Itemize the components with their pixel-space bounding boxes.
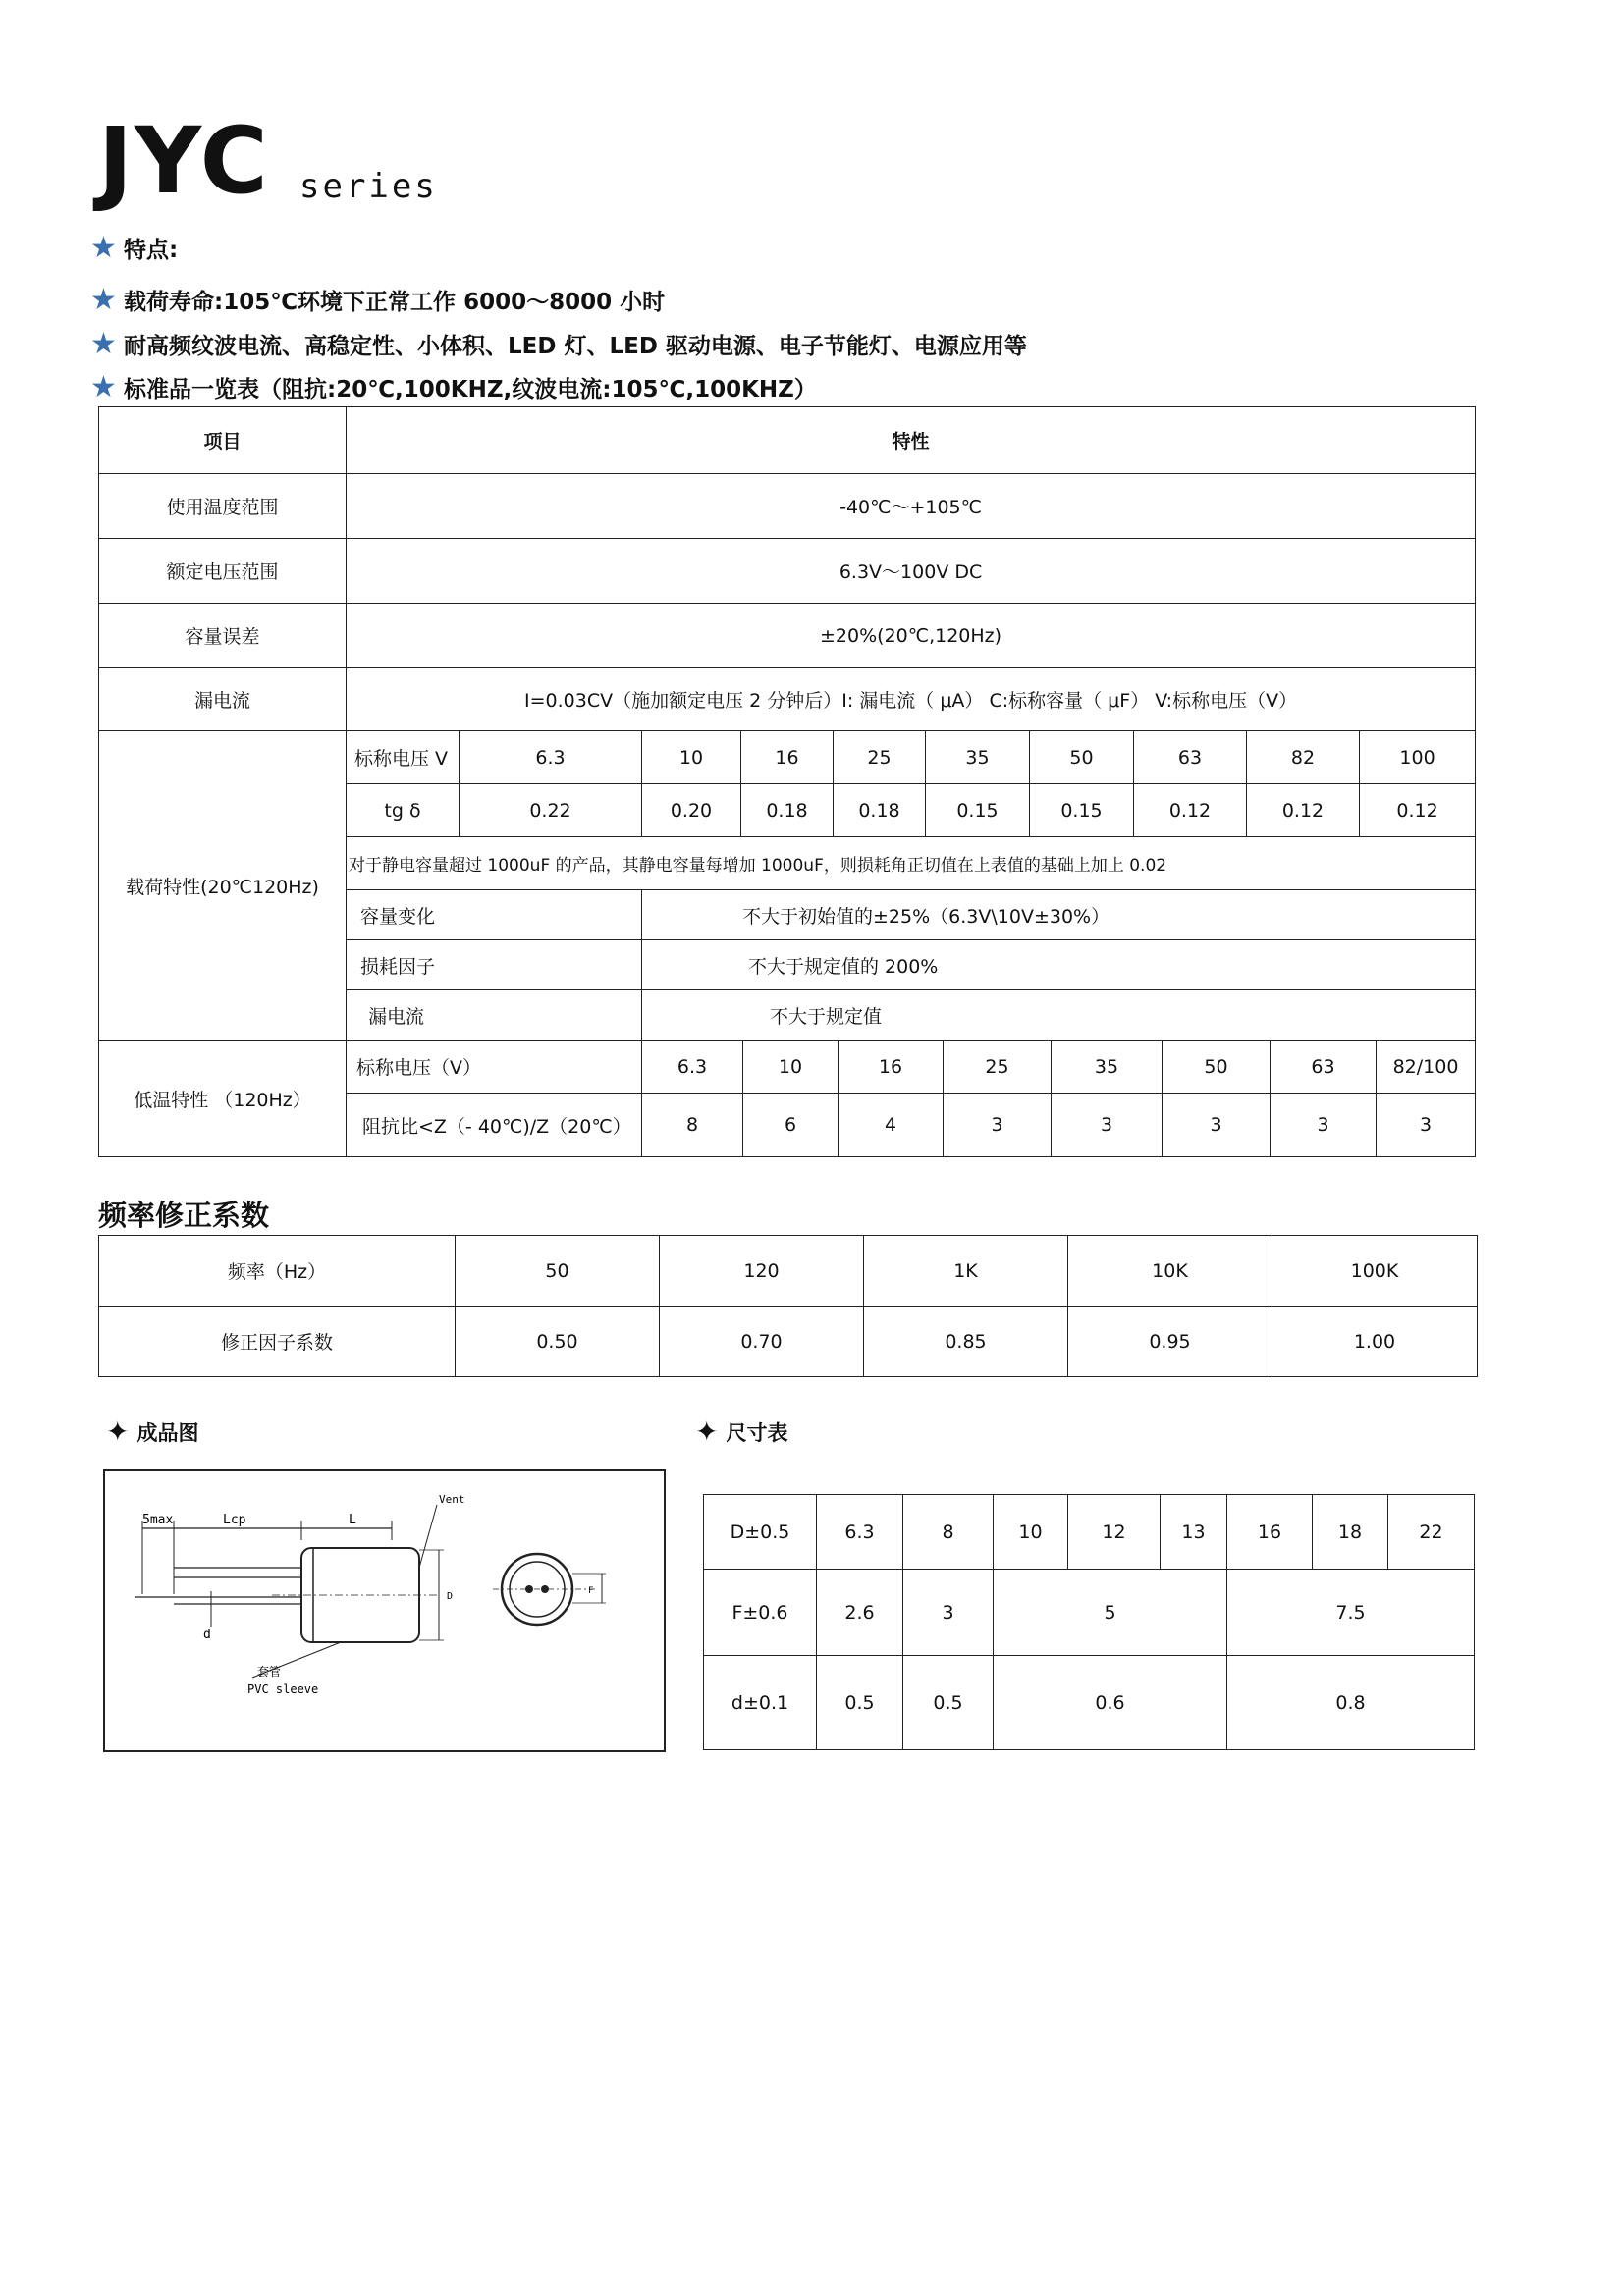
impedance-cell: 4 (839, 1094, 944, 1157)
tolerance-value: ±20%(20℃,120Hz) (347, 604, 1476, 668)
rated-voltage-cell: 10 (642, 731, 741, 784)
low-temp-table (98, 1040, 1476, 1157)
sparkle-icon: ✦ (695, 1415, 719, 1448)
product-heading: 成品图 (136, 1420, 199, 1445)
rated-voltage-cell: 63 (1134, 731, 1247, 784)
voltage-value: 6.3V～100V DC (347, 539, 1476, 604)
d-cell: 6.3 (817, 1495, 903, 1570)
cap-change-label: 容量变化 (347, 890, 642, 940)
impedance-label: 阻抗比<Z（- 40℃)/Z（20℃） (347, 1094, 642, 1157)
factor-cell: 0.95 (1068, 1307, 1272, 1377)
sleeve-en-label: PVC sleeve (247, 1682, 319, 1696)
capacitor-drawing (105, 1471, 663, 1749)
feature-text: 特点: (124, 238, 179, 263)
l-label: L (349, 1513, 356, 1527)
load-label: 载荷特性(20℃120Hz) (99, 731, 347, 1041)
freq-cell: 50 (456, 1236, 660, 1307)
voltage-label: 额定电压范围 (99, 539, 347, 604)
lcp-label: Lcp (223, 1513, 246, 1527)
temp-value: -40℃～+105℃ (347, 474, 1476, 539)
feature-item (90, 283, 665, 317)
lead-d-label: d±0.1 (704, 1656, 817, 1750)
impedance-cell: 3 (1271, 1094, 1377, 1157)
low-voltage-label: 标称电压（V） (347, 1041, 642, 1094)
impedance-cell: 3 (1377, 1094, 1476, 1157)
low-voltage-cell: 63 (1271, 1041, 1377, 1094)
d-label: D±0.5 (704, 1495, 817, 1570)
low-voltage-cell: 82/100 (1377, 1041, 1476, 1094)
tolerance-label: 容量误差 (99, 604, 347, 668)
cap-change-value: 不大于初始值的±25%（6.3V\10V±30%） (642, 890, 1476, 940)
f-cell: 3 (903, 1570, 994, 1656)
feature-item (90, 327, 1027, 361)
star-icon: ★ (90, 327, 117, 361)
dims-table (703, 1494, 1475, 1750)
factor-cell: 0.70 (660, 1307, 864, 1377)
tg-cell: 0.15 (926, 784, 1030, 837)
impedance-cell: 8 (642, 1094, 743, 1157)
leak2-value: 不大于规定值 (642, 990, 1476, 1041)
tg-label: tg δ (347, 784, 460, 837)
dims-heading: 尺寸表 (726, 1420, 788, 1445)
freq-table (98, 1235, 1478, 1377)
f-label: F (588, 1586, 594, 1596)
feature-text: 耐高频纹波电流、高稳定性、小体积、LED 灯、LED 驱动电源、电子节能灯、电源应用等 (124, 334, 1027, 359)
tg-cell: 0.20 (642, 784, 741, 837)
fivemax-label: 5max (142, 1513, 174, 1527)
series-subtitle: series (299, 167, 438, 206)
f-cell: 2.6 (817, 1570, 903, 1656)
tg-cell: 0.18 (834, 784, 926, 837)
rated-voltage-cell: 35 (926, 731, 1030, 784)
d-cell: 13 (1161, 1495, 1227, 1570)
low-voltage-cell: 25 (944, 1041, 1052, 1094)
rated-voltage-label: 标称电压 V (347, 731, 460, 784)
freq-row-label: 频率（Hz） (99, 1236, 456, 1307)
tg-cell: 0.15 (1030, 784, 1134, 837)
factor-cell: 0.85 (864, 1307, 1068, 1377)
star-icon: ★ (90, 370, 117, 404)
series-title: JYC (98, 108, 270, 215)
product-drawing-box (103, 1469, 666, 1752)
star-icon: ★ (90, 231, 117, 265)
rated-voltage-cell: 25 (834, 731, 926, 784)
leak-label: 漏电流 (99, 668, 347, 731)
impedance-cell: 6 (743, 1094, 839, 1157)
leak2-label: 漏电流 (347, 990, 642, 1041)
sleeve-cn-label: 套管 (257, 1665, 282, 1679)
big-d-label: D (447, 1591, 454, 1602)
factor-cell: 0.50 (456, 1307, 660, 1377)
small-d-label: d (203, 1628, 211, 1642)
star-icon: ★ (90, 283, 117, 317)
rated-voltage-cell: 100 (1360, 731, 1476, 784)
feature-text: 标准品一览表（阻抗:20℃,100KHZ,纹波电流:105℃,100KHZ） (124, 377, 817, 402)
f-row-label: F±0.6 (704, 1570, 817, 1656)
low-voltage-cell: 35 (1052, 1041, 1163, 1094)
rated-voltage-cell: 6.3 (460, 731, 642, 784)
feature-text: 载荷寿命:105℃环境下正常工作 6000～8000 小时 (124, 290, 666, 315)
head-item: 项目 (99, 407, 347, 474)
freq-cell: 1K (864, 1236, 1068, 1307)
freq-cell: 100K (1272, 1236, 1478, 1307)
d-cell: 22 (1388, 1495, 1475, 1570)
d-cell: 12 (1068, 1495, 1161, 1570)
freq-cell: 120 (660, 1236, 864, 1307)
low-voltage-cell: 16 (839, 1041, 944, 1094)
tg-cell: 0.12 (1134, 784, 1247, 837)
low-temp-label: 低温特性 （120Hz） (99, 1041, 347, 1157)
tg-cell: 0.22 (460, 784, 642, 837)
loss-value: 不大于规定值的 200% (642, 940, 1476, 990)
product-heading-row (106, 1415, 198, 1448)
d-cell: 10 (994, 1495, 1068, 1570)
feature-item (90, 370, 817, 404)
leak-value: I=0.03CV（施加额定电压 2 分钟后）I: 漏电流（ μA） C:标称容量（ μF） V:标称电压（V） (347, 668, 1476, 731)
loss-label: 损耗因子 (347, 940, 642, 990)
dims-heading-row (695, 1415, 787, 1448)
low-voltage-cell: 50 (1163, 1041, 1271, 1094)
f-cell: 5 (994, 1570, 1227, 1656)
factor-cell: 1.00 (1272, 1307, 1478, 1377)
rated-voltage-cell: 50 (1030, 731, 1134, 784)
head-characteristic: 特性 (347, 407, 1476, 474)
temp-label: 使用温度范围 (99, 474, 347, 539)
d-cell: 16 (1227, 1495, 1313, 1570)
tg-note: 对于静电容量超过 1000uF 的产品，其静电容量每增加 1000uF，则损耗角正切值在上表值的基础上加上 0.02 (347, 837, 1476, 890)
rated-voltage-cell: 82 (1247, 731, 1360, 784)
lead-d-cell: 0.5 (817, 1656, 903, 1750)
f-cell: 7.5 (1227, 1570, 1475, 1656)
low-voltage-cell: 6.3 (642, 1041, 743, 1094)
d-cell: 18 (1313, 1495, 1388, 1570)
impedance-cell: 3 (944, 1094, 1052, 1157)
vent-label: Vent (439, 1493, 465, 1506)
lead-d-cell: 0.8 (1227, 1656, 1475, 1750)
sparkle-icon: ✦ (106, 1415, 130, 1448)
tg-cell: 0.12 (1247, 784, 1360, 837)
freq-cell: 10K (1068, 1236, 1272, 1307)
d-cell: 8 (903, 1495, 994, 1570)
impedance-cell: 3 (1163, 1094, 1271, 1157)
freq-heading: 频率修正系数 (98, 1199, 270, 1232)
tg-cell: 0.18 (741, 784, 834, 837)
low-voltage-cell: 10 (743, 1041, 839, 1094)
impedance-cell: 3 (1052, 1094, 1163, 1157)
feature-heading (90, 231, 178, 265)
tg-cell: 0.12 (1360, 784, 1476, 837)
spec-table (98, 406, 1476, 1041)
rated-voltage-cell: 16 (741, 731, 834, 784)
lead-d-cell: 0.5 (903, 1656, 994, 1750)
factor-row-label: 修正因子系数 (99, 1307, 456, 1377)
lead-d-cell: 0.6 (994, 1656, 1227, 1750)
